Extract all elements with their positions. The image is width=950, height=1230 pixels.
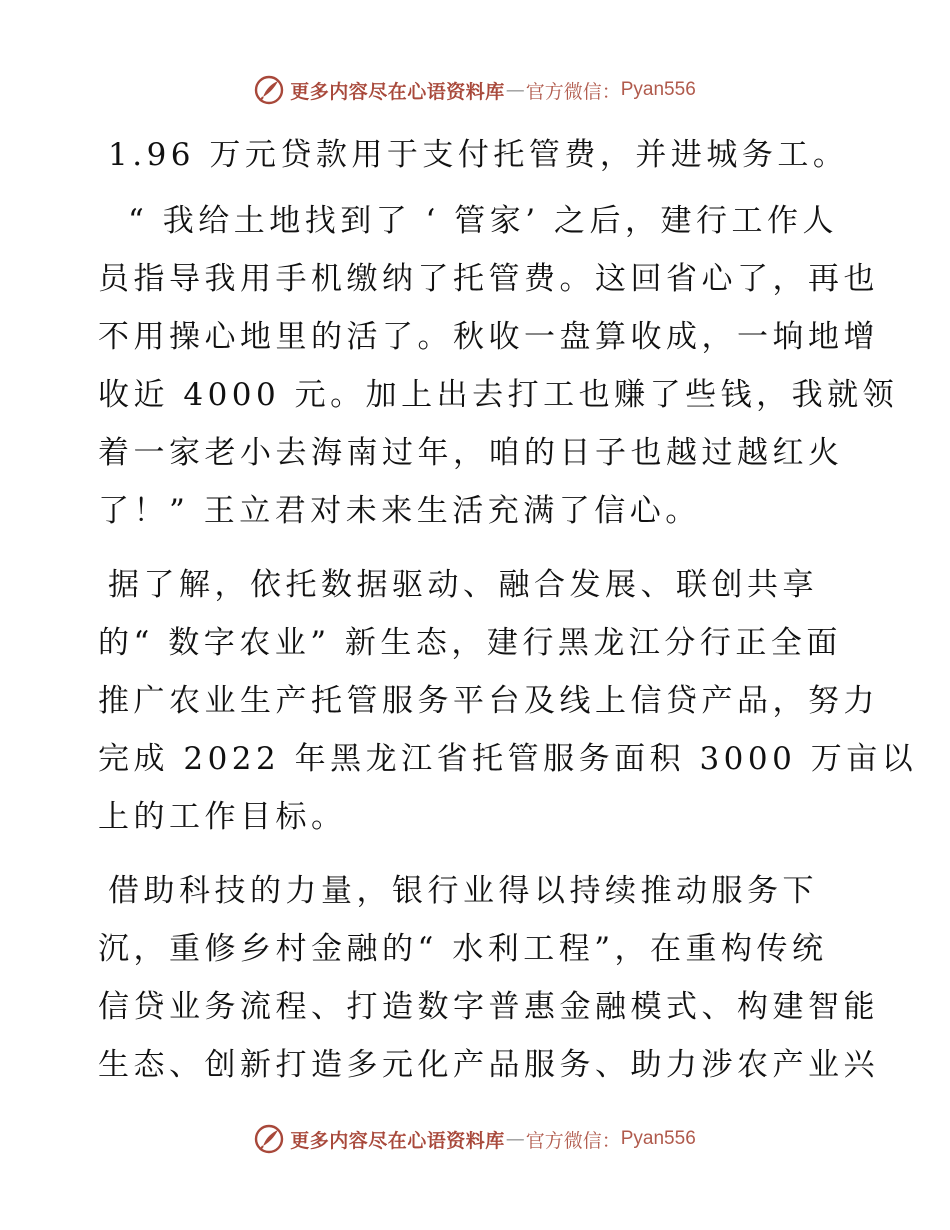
text-line: 据了解，依托数据驱动、融合发展、联创共享 xyxy=(108,567,818,603)
paragraph-2 xyxy=(98,192,899,540)
banner-wechat-label: 官方微信： xyxy=(525,1129,621,1152)
text-line: 生态、创新打造多元化产品服务、助力涉农产业兴 xyxy=(98,1047,879,1083)
text-line: 完成 2022 年黑龙江省托管服务面积 3000 万亩以 xyxy=(98,741,918,777)
paragraph-3 xyxy=(98,556,918,846)
document-body xyxy=(98,126,918,1110)
banner-main-text: 更多内容尽在心语资料库 xyxy=(290,80,505,103)
quill-logo-icon xyxy=(254,1124,284,1154)
text-line: 了！” 王立君对未来生活充满了信心。 xyxy=(98,493,701,529)
banner-dash: — xyxy=(505,1128,525,1150)
text-line: 不用操心地里的活了。秋收一盘算收成，一垧地增 xyxy=(98,319,879,355)
text-line: 借助科技的力量，银行业得以持续推动服务下 xyxy=(108,873,818,909)
paragraph-1 xyxy=(98,126,858,184)
banner-wechat-label: 官方微信： xyxy=(525,80,621,103)
footer-banner xyxy=(0,1121,950,1157)
banner-dash: — xyxy=(505,79,525,101)
paragraph-4 xyxy=(98,862,879,1094)
text-line: 1.96 万元贷款用于支付托管费，并进城务工。 xyxy=(108,137,849,173)
text-line: 着一家老小去海南过年，咱的日子也越过越红火 xyxy=(98,435,844,471)
quill-logo-icon xyxy=(254,75,284,105)
text-line: “ 我给土地找到了 ‘ 管家’ 之后，建行工作人 xyxy=(128,203,838,239)
text-line: 的“ 数字农业” 新生态，建行黑龙江分行正全面 xyxy=(98,625,842,661)
text-line: 沉，重修乡村金融的“ 水利工程”，在重构传统 xyxy=(98,931,828,967)
text-line: 信贷业务流程、打造数字普惠金融模式、构建智能 xyxy=(98,989,879,1025)
banner-main-text: 更多内容尽在心语资料库 xyxy=(290,1129,505,1152)
banner-wechat-id: Pyan556 xyxy=(620,79,696,100)
text-line: 员指导我用手机缴纳了托管费。这回省心了，再也 xyxy=(98,261,879,297)
header-banner xyxy=(0,72,950,108)
banner-wechat-id: Pyan556 xyxy=(620,1128,696,1149)
text-line: 上的工作目标。 xyxy=(98,799,347,835)
text-line: 收近 4000 元。加上出去打工也赚了些钱，我就领 xyxy=(98,377,899,413)
text-line: 推广农业生产托管服务平台及线上信贷产品，努力 xyxy=(98,683,879,719)
